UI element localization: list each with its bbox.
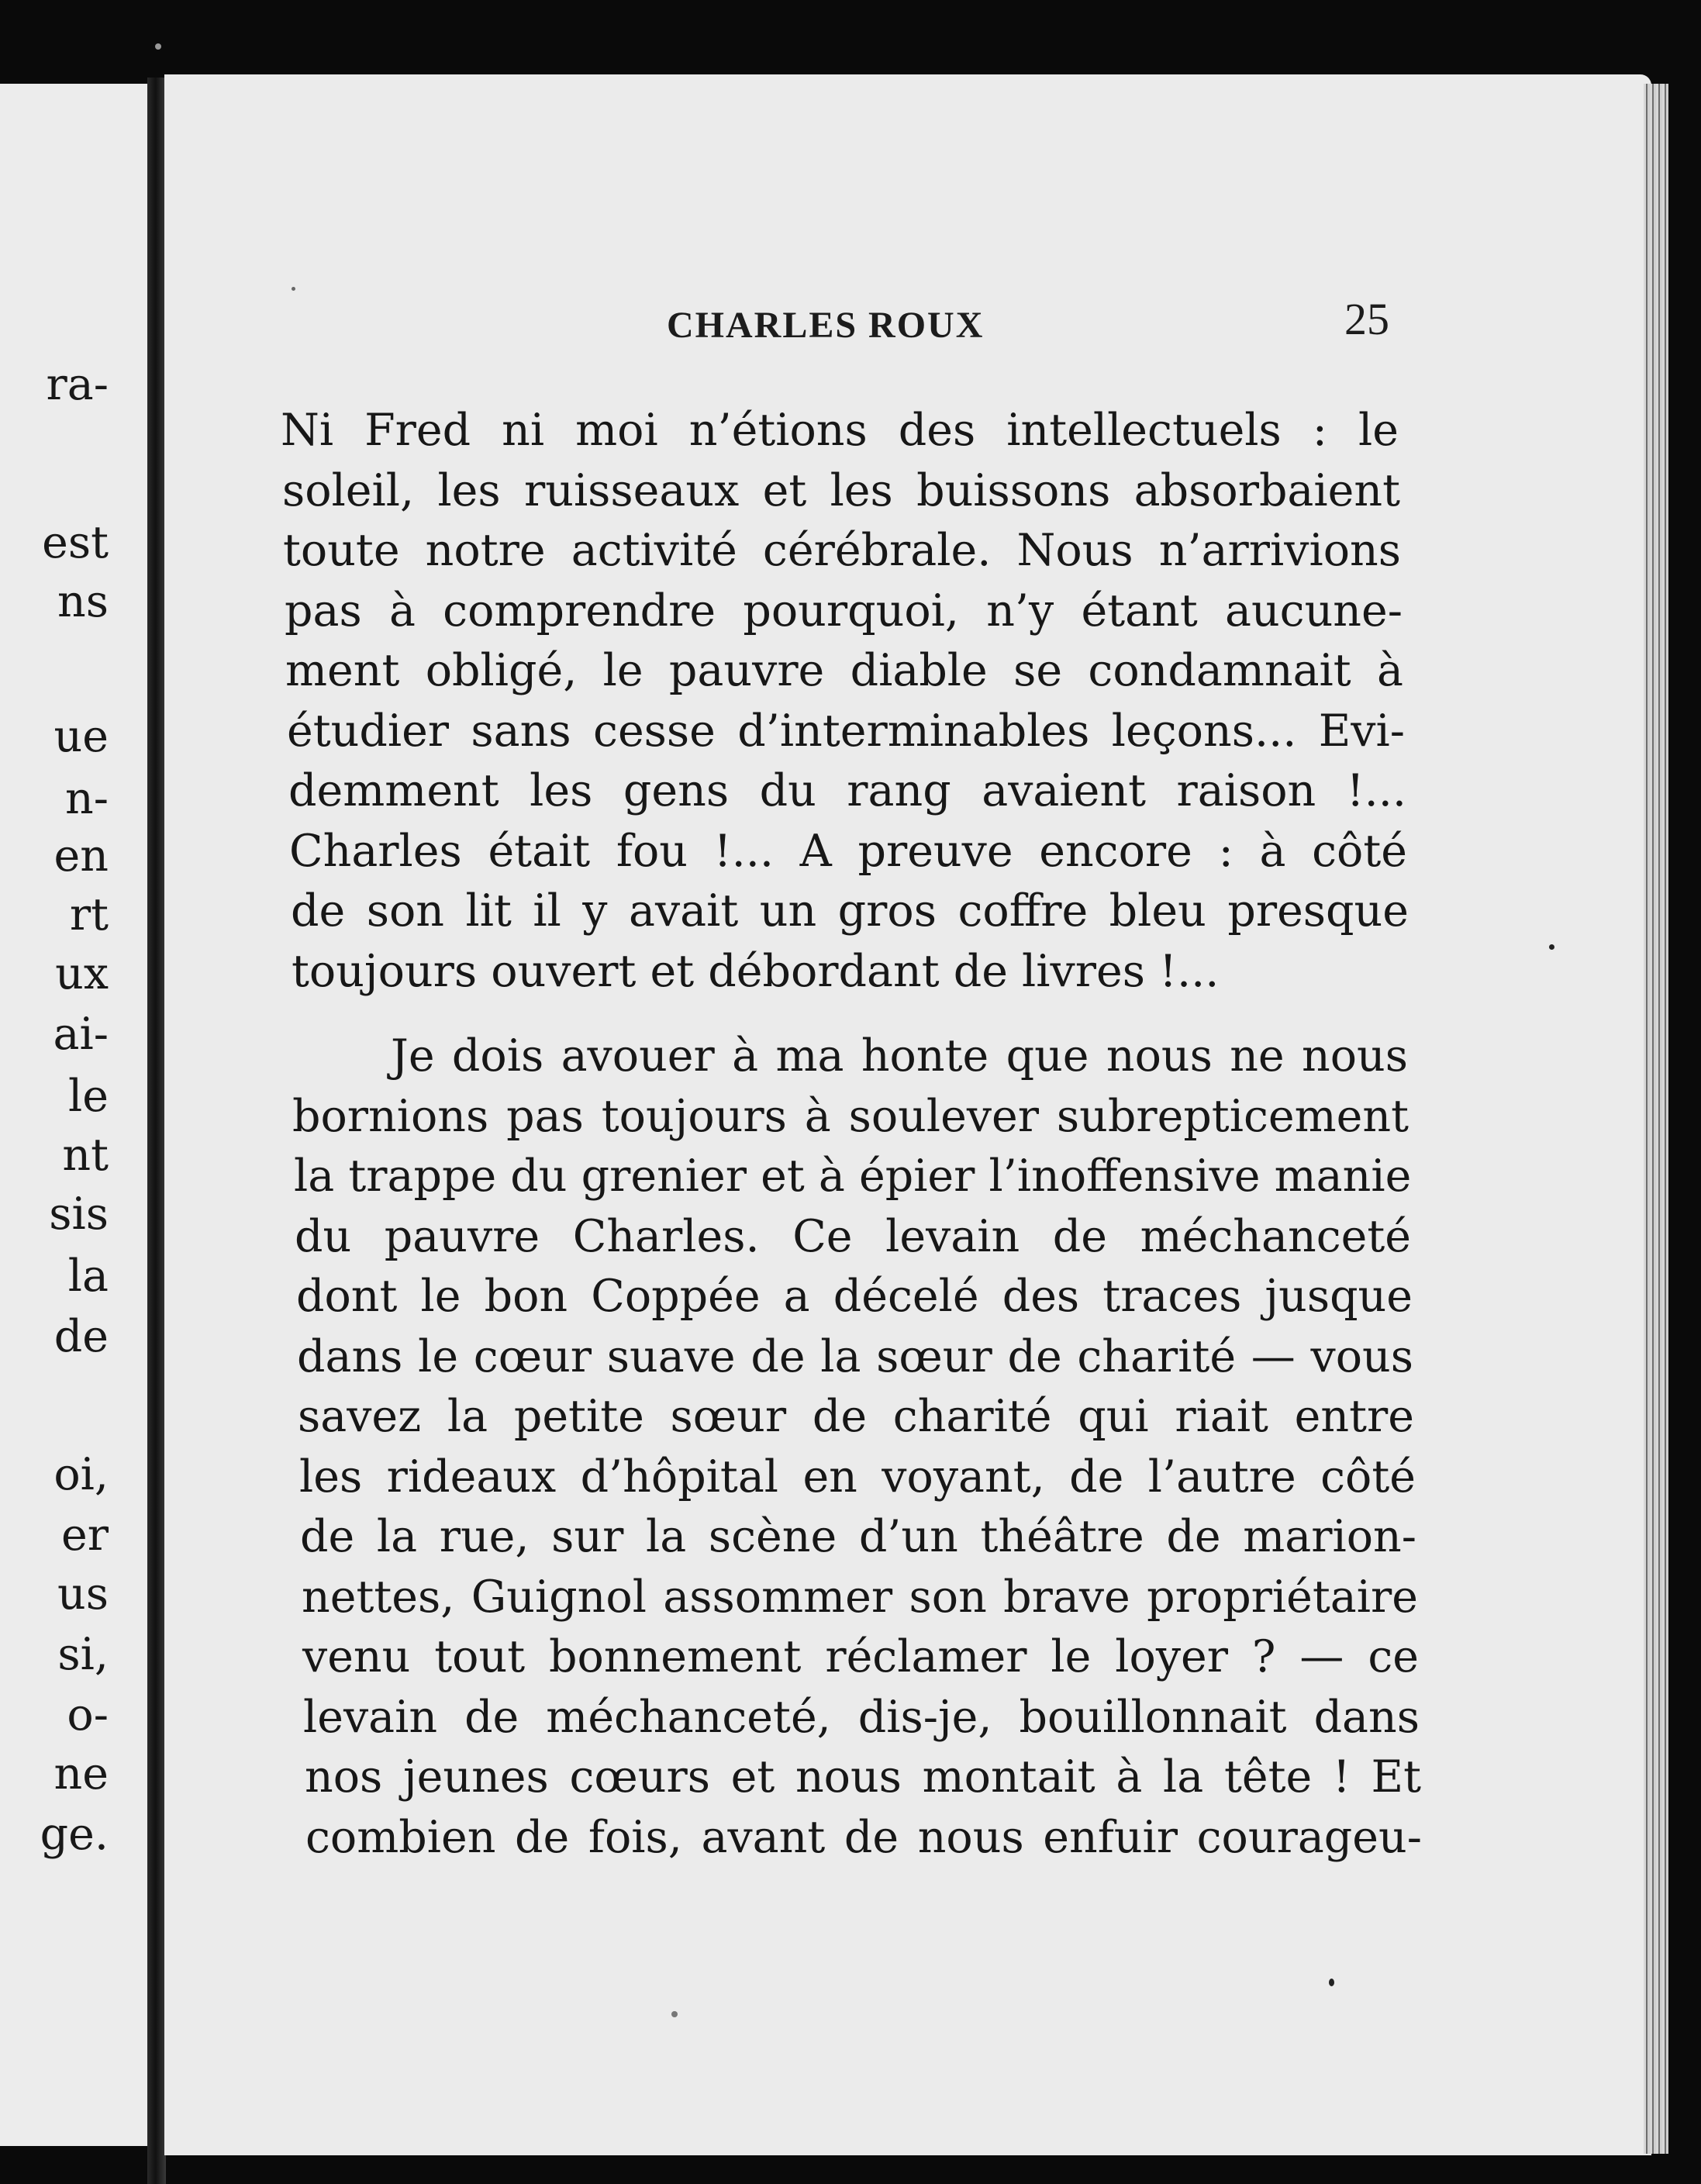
left-page-fragment-text: la [67,1251,109,1302]
left-page-fragment-text: si, [57,1629,109,1680]
text-line: savez la petite sœur de charité qui riait entre [298,1391,1414,1442]
scan-speck [155,43,161,50]
left-page-fragment-text: ge. [40,1809,109,1860]
page-number: 25 [1344,294,1389,344]
scan-speck [1329,1979,1334,1986]
text-line: soleil, les ruisseaux et les buissons absorbaient [282,464,1400,516]
text-line: nos jeunes cœurs et nous montait à la tête ! Et [305,1751,1421,1803]
text-line: toujours ouvert et débordant de livres !... [292,945,1220,997]
text-line: Charles était fou !... A preuve encore : à côté [289,825,1407,877]
left-page-fragment-text: oi, [53,1449,109,1500]
page-edge [1644,84,1668,2154]
left-page-fragment-text: ne [53,1748,109,1799]
left-page-fragment-text: est [42,517,109,568]
text-line: ment obligé, le pauvre diable se condamnait à [285,645,1403,696]
scan-speck [671,2011,678,2017]
scan-speck [1549,944,1554,950]
text-line: demment les gens du rang avaient raison !... [288,765,1406,816]
scan-speck [292,287,295,291]
book-gutter [147,78,166,2184]
left-page-fragment-text: nt [62,1130,109,1181]
text-line: Ni Fred ni moi n’étions des intellectuels : le [281,405,1399,456]
text-line: du pauvre Charles. Ce levain de méchanceté [295,1210,1411,1262]
left-page-fragment-text: n- [65,773,109,824]
left-page-fragment-text: ai- [53,1009,109,1060]
left-page-fragment-text: de [53,1311,109,1362]
text-line: nettes, Guignol assommer son brave propriétaire [302,1571,1418,1623]
left-page-fragment-text: ra- [46,359,109,410]
left-page-fragment-text: ue [53,711,109,762]
left-page-fragment-text: en [53,830,109,882]
text-line: dont le bon Coppée a décelé des traces jusque [296,1271,1413,1322]
text-line: de son lit il y avait un gros coffre bleu presque [291,885,1409,937]
left-page-fragment-text: rt [69,889,109,940]
text-line: Je dois avouer à ma honte que nous ne nous [391,1030,1408,1082]
left-page-fragment-text: sis [49,1189,109,1240]
left-page-fragment-text: us [57,1568,109,1620]
left-page-fragment-text: ux [55,948,109,999]
text-line: toute notre activité cérébrale. Nous n’arrivions [283,525,1401,576]
text-line: venu tout bonnement réclamer le loyer ? — ce [302,1631,1419,1682]
text-line: levain de méchanceté, dis-je, bouillonnait dans [303,1691,1420,1743]
left-page-fragment-text: le [68,1071,109,1122]
text-line: de la rue, sur la scène d’un théâtre de marion- [300,1511,1416,1562]
left-page-fragment-text: o- [67,1689,109,1741]
text-line: dans le cœur suave de la sœur de charité — vous [297,1330,1413,1382]
text-line: la trappe du grenier et à épier l’inoffensive manie [294,1151,1412,1202]
text-line: les rideaux d’hôpital en voyant, de l’autre côté [299,1451,1416,1503]
left-page-fragment-text: ns [57,576,109,627]
text-line: pas à comprendre pourquoi, n’y étant aucune- [285,585,1403,637]
running-head-title: CHARLES ROUX [667,305,985,346]
text-line: combien de fois, avant de nous enfuir courageu- [305,1811,1422,1863]
text-line: bornions pas toujours à soulever subrepticement [292,1090,1409,1142]
left-page-fragment-text: er [61,1509,109,1561]
left-page-fragment [0,84,154,2146]
text-line: étudier sans cesse d’interminables leçons... Evi- [287,705,1405,757]
